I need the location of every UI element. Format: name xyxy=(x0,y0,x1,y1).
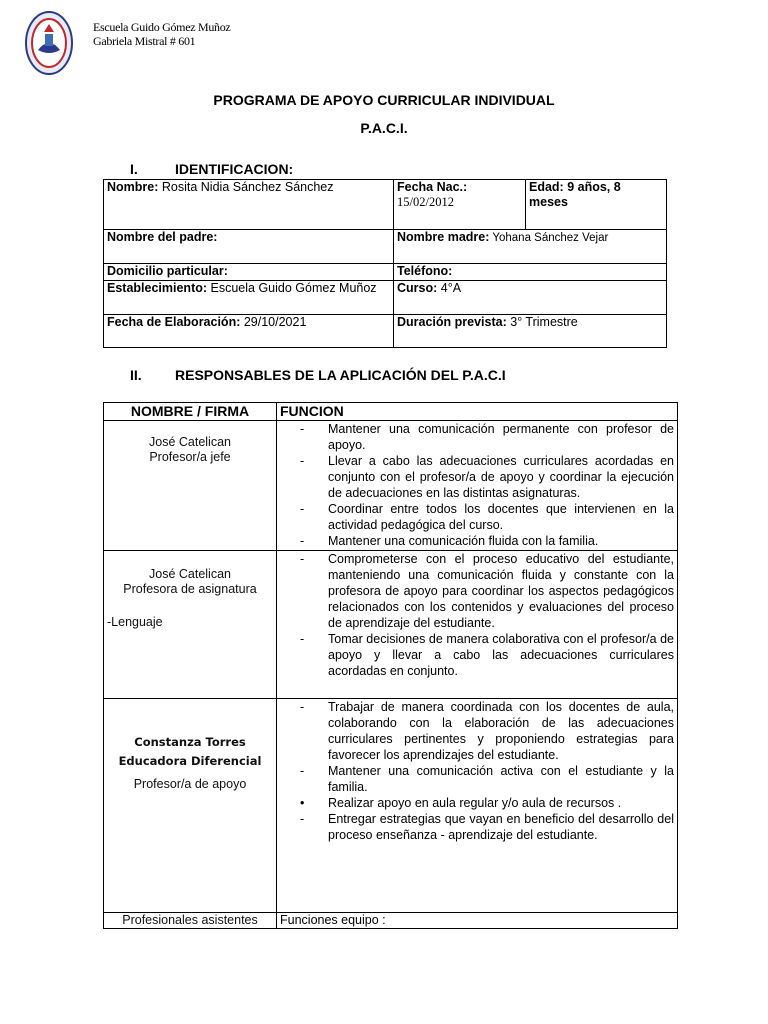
fecha-nac-value: 15/02/2012 xyxy=(397,195,454,209)
responsible-name: Constanza Torres xyxy=(134,735,246,749)
list-item: • Realizar apoyo en aula regular y/o aula de recursos . xyxy=(300,796,622,810)
function-list xyxy=(280,699,674,843)
list-item: - Coordinar entre todos los docentes que intervienen en la actividad pedagógica del curso. xyxy=(300,502,674,532)
section2-number: II. xyxy=(130,367,142,383)
table-row xyxy=(104,421,678,551)
responsible-role: Profesor/a de apoyo xyxy=(133,777,247,791)
fecha-elab-label: Fecha de Elaboración: xyxy=(107,315,241,329)
list-item: - Llevar a cabo las adecuaciones curriculares acordadas en conjunto con el profesor/a de apoyo y coordinar la ejecución de adecuaciones en las distintas asignaturas. xyxy=(300,454,674,500)
function-cell xyxy=(277,699,678,913)
establecimiento-cell xyxy=(104,281,394,315)
list-item: - Entregar estrategias que vayan en beneficio del desarrollo del proceso enseñanza - aprendizaje del estudiante. xyxy=(300,812,674,842)
establecimiento-label: Establecimiento: xyxy=(107,281,208,295)
list-item: - Tomar decisiones de manera colaborativa con el profesor/a de apoyo y llevar a cabo las adecuaciones curriculares acordadas en conjunto. xyxy=(300,632,674,678)
responsible-name: José Catelican xyxy=(149,435,231,449)
function-list xyxy=(280,421,674,549)
responsibles-table xyxy=(103,402,678,929)
function-cell xyxy=(277,421,678,551)
responsible-cell xyxy=(104,699,277,913)
fecha-elab-cell xyxy=(104,315,394,348)
list-item: - Trabajar de manera coordinada con los docentes de aula, colaborando con la elaboración de las adecuaciones curriculares pertinentes y proponiendo estrategias para favorecer los aprendizajes del estudiante. xyxy=(300,700,674,762)
responsible-role: Profesora de asignatura xyxy=(123,582,257,596)
section1-title: IDENTIFICACION: xyxy=(175,161,294,177)
duracion-label: Duración prevista: xyxy=(397,315,507,329)
fecha-nac-label: Fecha Nac.: xyxy=(397,180,468,194)
nombre-cell xyxy=(104,180,394,230)
duracion-cell xyxy=(394,315,667,348)
list-item: - Mantener una comunicación activa con el estudiante y la familia. xyxy=(300,764,674,794)
madre-value: Yohana Sánchez Vejar xyxy=(489,232,609,244)
col-header-function: FUNCION xyxy=(277,403,678,421)
responsible-cell xyxy=(104,421,277,551)
school-logo xyxy=(24,10,74,76)
list-item: - Comprometerse con el proceso educativo del estudiante, manteniendo una comunicación fluida y constante con la profesora de apoyo para coordinar los aspectos pedagógicos relacionados con los contenidos y evaluaciones del proceso de aprendizaje del estudiante. xyxy=(300,552,674,630)
table-row xyxy=(104,551,678,699)
function-list xyxy=(280,551,674,679)
nombre-label: Nombre: xyxy=(107,180,159,194)
responsible-name: José Catelican xyxy=(149,567,231,581)
curso-label: Curso: xyxy=(397,281,438,295)
school-name: Escuela Guido Gómez Muñoz xyxy=(93,20,231,34)
fecha-nac-cell xyxy=(394,180,526,230)
team-functions-cell: Funciones equipo : xyxy=(277,913,678,929)
establecimiento-value: Escuela Guido Gómez Muñoz xyxy=(207,281,377,295)
madre-cell xyxy=(394,230,667,264)
school-address: Gabriela Mistral # 601 xyxy=(93,34,196,48)
table-row xyxy=(104,913,678,929)
table-row xyxy=(104,699,678,913)
edad-cell: Edad: 9 años, 8 meses xyxy=(526,180,667,230)
document-title: PROGRAMA DE APOYO CURRICULAR INDIVIDUAL xyxy=(213,92,555,108)
responsible-role: Profesor/a jefe xyxy=(149,450,231,464)
document-subtitle: P.A.C.I. xyxy=(360,120,408,136)
curso-cell xyxy=(394,281,667,315)
section2-title: RESPONSABLES DE LA APLICACIÓN DEL P.A.C.I xyxy=(175,367,506,383)
madre-label: Nombre madre: xyxy=(397,230,490,244)
padre-cell: Nombre del padre: xyxy=(104,230,394,264)
section1-number: I. xyxy=(130,161,138,177)
col-header-name: NOMBRE / FIRMA xyxy=(104,403,277,421)
curso-value: 4°A xyxy=(437,281,462,295)
fecha-elab-value: 29/10/2021 xyxy=(240,315,307,329)
assistants-cell: Profesionales asistentes xyxy=(104,913,277,929)
function-cell xyxy=(277,551,678,699)
telefono-cell: Teléfono: xyxy=(394,264,667,281)
list-item: - Mantener una comunicación fluida con la familia. xyxy=(300,534,599,548)
duracion-value: 3° Trimestre xyxy=(506,315,578,329)
domicilio-cell: Domicilio particular: xyxy=(104,264,394,281)
identification-table xyxy=(103,179,667,348)
responsible-cell xyxy=(104,551,277,699)
nombre-value: Rosita Nidia Sánchez Sánchez xyxy=(158,180,334,194)
school-info xyxy=(93,20,230,48)
list-item: - Mantener una comunicación permanente con profesor de apoyo. xyxy=(300,422,674,452)
responsible-title: Educadora Diferencial xyxy=(118,754,262,768)
responsible-subject: -Lenguaje xyxy=(107,615,163,629)
